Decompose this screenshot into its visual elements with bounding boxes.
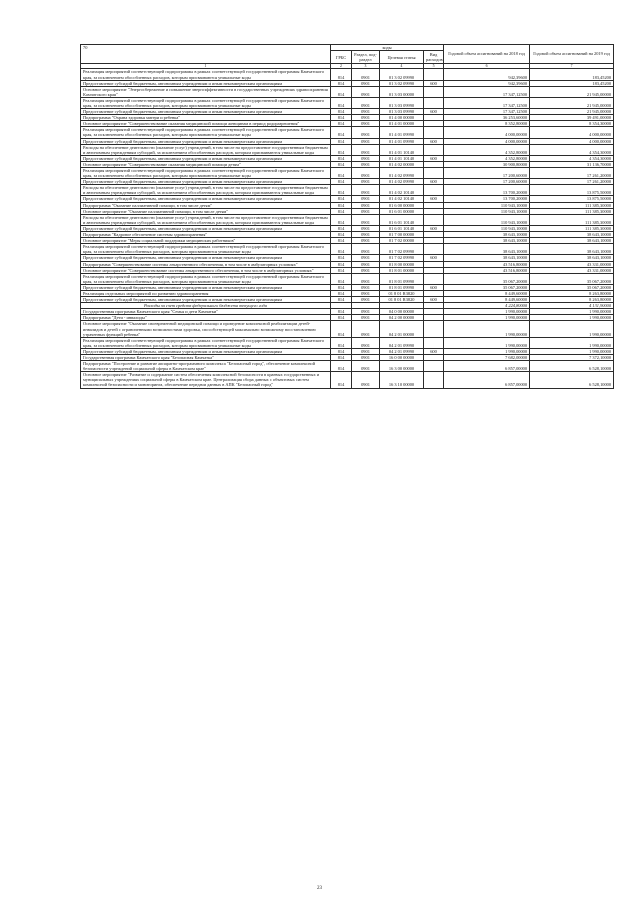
row-name-cell: Основное мероприятие "Оказание паллиативной помощи, в том числе детям" bbox=[81, 208, 331, 214]
row-grbs-cell: 814 bbox=[331, 255, 352, 261]
row-grbs-cell: 814 bbox=[331, 361, 352, 372]
row-name-cell: Основное мероприятие "Развитие и содержание систем обеспечения комплексной безопасности в краевых государственных и муниципальных учреждениях социальной сферы в Камчатском крае. Централизация сбора данных с объектовых систем комплексной безопасности и мониторинга, обеспечение передачи данных в АПК "Безопасный город" bbox=[81, 372, 331, 388]
row-grbs-cell: 814 bbox=[331, 348, 352, 354]
row-target-article-cell: 01 4 01 00000 bbox=[380, 121, 424, 127]
row-target-article-cell: 04 0 00 00000 bbox=[380, 309, 424, 315]
row-expense-type-cell bbox=[424, 321, 444, 337]
row-grbs-cell: 814 bbox=[331, 138, 352, 144]
column-header-number: 70 bbox=[81, 45, 331, 64]
row-name-cell: Предоставление субсидий бюджетным, автономным учреждениям и иным некоммерческим организациям bbox=[81, 255, 331, 261]
row-amount-2018-cell: 35 067,20000 bbox=[444, 284, 530, 290]
row-expense-type-cell bbox=[424, 361, 444, 372]
column-header-target-article: Целевая статья bbox=[380, 51, 424, 64]
row-amount-2018-cell: 1 990,00000 bbox=[444, 309, 530, 315]
row-amount-2019-cell: 21 945,00000 bbox=[530, 97, 614, 108]
row-amount-2018-cell: 1 990,00000 bbox=[444, 315, 530, 321]
row-amount-2018-cell: 35 067,20000 bbox=[444, 273, 530, 284]
row-expense-type-cell bbox=[424, 144, 444, 155]
row-razdel-cell: 0901 bbox=[352, 238, 380, 244]
row-name-cell: Предоставление субсидий бюджетным, автономным учреждениям и иным некоммерческим организациям bbox=[81, 196, 331, 202]
row-amount-2018-cell: 13 700,20000 bbox=[444, 196, 530, 202]
row-amount-2019-cell: 1 990,00000 bbox=[530, 348, 614, 354]
row-amount-2019-cell: 1 990,00000 bbox=[530, 337, 614, 348]
row-amount-2019-cell: 13 875,50000 bbox=[530, 196, 614, 202]
row-target-article-cell: 01 8 01 R3820 bbox=[380, 297, 424, 303]
row-name-cell: Подпрограмма "Дети - инвалиды" bbox=[81, 315, 331, 321]
row-razdel-cell: 0901 bbox=[352, 86, 380, 97]
row-grbs-cell: 814 bbox=[331, 232, 352, 238]
row-name-cell: Предоставление субсидий бюджетным, автономным учреждениям и иным некоммерческим организациям bbox=[81, 155, 331, 161]
row-razdel-cell: 0901 bbox=[352, 355, 380, 361]
row-amount-2019-cell: 21 945,00000 bbox=[530, 109, 614, 115]
row-name-cell: Основное мероприятие "Меры социальной поддержки медицинских работников" bbox=[81, 238, 331, 244]
row-amount-2019-cell: 17 261,20000 bbox=[530, 179, 614, 185]
row-expense-type-cell: 600 bbox=[424, 348, 444, 354]
row-amount-2018-cell: 4 352,80000 bbox=[444, 155, 530, 161]
row-amount-2019-cell: 8 263,80000 bbox=[530, 297, 614, 303]
row-name-cell: Подпрограмма "Построение и развитие аппаратно-программного комплекса "Безопасный город", обеспечение комплексной безопасности учреждений социальной сферы в Камчатском крае" bbox=[81, 361, 331, 372]
row-grbs-cell: 814 bbox=[331, 185, 352, 196]
row-target-article-cell: 01 3 03 09990 bbox=[380, 109, 424, 115]
row-amount-2019-cell: 43 331,00000 bbox=[530, 261, 614, 267]
row-grbs-cell: 814 bbox=[331, 69, 352, 80]
row-target-article-cell: 01 7 02 00000 bbox=[380, 238, 424, 244]
row-razdel-cell: 0901 bbox=[352, 179, 380, 185]
row-target-article-cell: 04 2 01 00000 bbox=[380, 321, 424, 337]
row-name-cell: Расходы на обеспечение деятельности (оказание услуг) учреждений, в том числе на предоставление государственным бюджетным и автономным учреждениям субсидий, за исключением обособленных расходов, которым присваиваются уникальные коды bbox=[81, 144, 331, 155]
row-name-cell: Государственная программа Камчатского края "Безопасная Камчатка" bbox=[81, 355, 331, 361]
row-razdel-cell: 0901 bbox=[352, 196, 380, 202]
row-amount-2018-cell: 13 700,20000 bbox=[444, 185, 530, 196]
row-razdel-cell: 0901 bbox=[352, 144, 380, 155]
row-name-cell: Основное мероприятие "Совершенствование системы лекарственного обеспечения, в том числе в амбулаторных условиях" bbox=[81, 267, 331, 273]
table-row bbox=[81, 214, 614, 225]
row-grbs-cell: 814 bbox=[331, 297, 352, 303]
row-amount-2019-cell: 4 000,00000 bbox=[530, 138, 614, 144]
row-grbs-cell: 814 bbox=[331, 155, 352, 161]
row-razdel-cell: 0901 bbox=[352, 225, 380, 231]
row-grbs-cell: 814 bbox=[331, 208, 352, 214]
row-amount-2019-cell: 1 990,00000 bbox=[530, 309, 614, 315]
row-grbs-cell: 814 bbox=[331, 121, 352, 127]
row-amount-2019-cell: 6 528,10000 bbox=[530, 372, 614, 388]
row-expense-type-cell: 600 bbox=[424, 109, 444, 115]
row-grbs-cell: 814 bbox=[331, 290, 352, 296]
row-target-article-cell: 04 2 01 09990 bbox=[380, 337, 424, 348]
row-grbs-cell: 814 bbox=[331, 80, 352, 86]
row-target-article-cell: 01 6 01 10140 bbox=[380, 214, 424, 225]
table-row bbox=[81, 168, 614, 179]
row-amount-2018-cell: 36 253,60000 bbox=[444, 115, 530, 121]
row-amount-2018-cell: 30 900,80000 bbox=[444, 161, 530, 167]
codes-group-header: коды bbox=[331, 45, 444, 51]
row-expense-type-cell: 600 bbox=[424, 297, 444, 303]
row-grbs-cell: 814 bbox=[331, 267, 352, 273]
table-row bbox=[81, 144, 614, 155]
row-target-article-cell: 01 6 00 00000 bbox=[380, 202, 424, 208]
row-expense-type-cell bbox=[424, 214, 444, 225]
row-razdel-cell: 0901 bbox=[352, 267, 380, 273]
row-amount-2019-cell: 38 643,10000 bbox=[530, 255, 614, 261]
row-amount-2018-cell: 110 943,10000 bbox=[444, 202, 530, 208]
row-name-cell: Основное мероприятие "Совершенствование оказания медицинской помощи детям" bbox=[81, 161, 331, 167]
column-index: 6 bbox=[444, 64, 530, 69]
row-expense-type-cell bbox=[424, 69, 444, 80]
row-razdel-cell: 0901 bbox=[352, 290, 380, 296]
row-grbs-cell: 814 bbox=[331, 284, 352, 290]
row-expense-type-cell bbox=[424, 244, 444, 255]
row-razdel-cell: 0901 bbox=[352, 69, 380, 80]
table-row bbox=[81, 185, 614, 196]
row-name-cell: Предоставление субсидий бюджетным, автономным учреждениям и иным некоммерческим организациям bbox=[81, 138, 331, 144]
row-amount-2018-cell: 17 347,12500 bbox=[444, 86, 530, 97]
row-amount-2018-cell: 17 347,12500 bbox=[444, 97, 530, 108]
row-expense-type-cell bbox=[424, 337, 444, 348]
row-target-article-cell: 01 4 01 10140 bbox=[380, 155, 424, 161]
column-header-razdel: Раздел, под-раздел bbox=[352, 51, 380, 64]
row-amount-2019-cell: 39 491,00000 bbox=[530, 115, 614, 121]
row-amount-2018-cell: 38 643,10000 bbox=[444, 232, 530, 238]
budget-table bbox=[80, 44, 614, 389]
row-target-article-cell: 01 4 01 09990 bbox=[380, 127, 424, 138]
row-razdel-cell: 0901 bbox=[352, 161, 380, 167]
row-grbs-cell: 814 bbox=[331, 109, 352, 115]
row-amount-2019-cell: 111 385,30000 bbox=[530, 225, 614, 231]
row-amount-2018-cell: 1 990,00000 bbox=[444, 337, 530, 348]
row-amount-2019-cell: 43 331,00000 bbox=[530, 267, 614, 273]
row-name-cell: Реализация мероприятий соответствующей подпрограммы в рамках соответствующей государственной программы Камчатского края, за исключением обособленных расходов, которым присваиваются уникальные коды bbox=[81, 97, 331, 108]
row-razdel-cell: 0901 bbox=[352, 232, 380, 238]
row-target-article-cell: 16 3 10 00000 bbox=[380, 372, 424, 388]
row-razdel-cell: 0901 bbox=[352, 273, 380, 284]
row-target-article-cell: 01 3 02 09990 bbox=[380, 80, 424, 86]
row-target-article-cell: 04 2 01 09990 bbox=[380, 348, 424, 354]
row-target-article-cell: 01 6 01 10140 bbox=[380, 225, 424, 231]
row-grbs-cell: 814 bbox=[331, 97, 352, 108]
row-amount-2018-cell: 8 449,60000 bbox=[444, 297, 530, 303]
row-razdel-cell: 0901 bbox=[352, 372, 380, 388]
row-expense-type-cell bbox=[424, 185, 444, 196]
row-amount-2019-cell: 4 354,30000 bbox=[530, 155, 614, 161]
row-amount-2018-cell: 38 643,10000 bbox=[444, 238, 530, 244]
row-amount-2018-cell: 43 516,80000 bbox=[444, 267, 530, 273]
table-body bbox=[81, 69, 614, 388]
row-razdel-cell: 0901 bbox=[352, 348, 380, 354]
row-razdel-cell: 0901 bbox=[352, 127, 380, 138]
row-amount-2019-cell: 31 136,70000 bbox=[530, 161, 614, 167]
row-amount-2018-cell: 942,39600 bbox=[444, 80, 530, 86]
row-razdel-cell: 0901 bbox=[352, 208, 380, 214]
row-amount-2019-cell: 38 643,10000 bbox=[530, 244, 614, 255]
row-amount-2019-cell: 1 990,00000 bbox=[530, 321, 614, 337]
row-amount-2018-cell: 17 347,12500 bbox=[444, 109, 530, 115]
row-amount-2018-cell: 43 516,80000 bbox=[444, 261, 530, 267]
column-index: 3 bbox=[352, 64, 380, 69]
row-amount-2019-cell: 111 385,30000 bbox=[530, 202, 614, 208]
row-razdel-cell: 0901 bbox=[352, 255, 380, 261]
column-header-expense-type: Вид расходов bbox=[424, 51, 444, 64]
row-name-cell: Предоставление субсидий бюджетным, автономным учреждениям и иным некоммерческим организациям bbox=[81, 225, 331, 231]
row-razdel-cell: 0901 bbox=[352, 244, 380, 255]
row-name-cell: Подпрограмма "Кадровое обеспечение системы здравоохранения" bbox=[81, 232, 331, 238]
row-name-cell: Расходы на обеспечение деятельности (оказание услуг) учреждений, в том числе на предоставление государственным бюджетным и автономным учреждениям субсидий, за исключением обособленных расходов, которым присваиваются уникальные коды bbox=[81, 214, 331, 225]
row-grbs-cell: 814 bbox=[331, 202, 352, 208]
row-amount-2019-cell: 4 131,90000 bbox=[530, 303, 614, 309]
row-amount-2018-cell: 7 682,00000 bbox=[444, 355, 530, 361]
table-row bbox=[81, 69, 614, 80]
row-name-cell: Предоставление субсидий бюджетным, автономным учреждениям и иным некоммерческим организациям bbox=[81, 297, 331, 303]
row-target-article-cell: 01 8 01 09990 bbox=[380, 284, 424, 290]
row-razdel-cell: 0901 bbox=[352, 109, 380, 115]
row-name-cell: Реализация мероприятий соответствующей подпрограммы в рамках соответствующей государственной программы Камчатского края, за исключением обособленных расходов, которым присваиваются уникальные коды bbox=[81, 127, 331, 138]
row-amount-2019-cell: 4 354,30000 bbox=[530, 144, 614, 155]
row-name-cell: Подпрограмма "Оказание паллиативной помощи, в том числе детям" bbox=[81, 202, 331, 208]
row-name-cell: Реализация мероприятий соответствующей подпрограммы в рамках соответствующей государственной программы Камчатского края, за исключением обособленных расходов, которым присваиваются уникальные коды bbox=[81, 244, 331, 255]
column-index: 2 bbox=[331, 64, 352, 69]
row-razdel-cell: 0901 bbox=[352, 115, 380, 121]
table-row bbox=[81, 337, 614, 348]
row-grbs-cell: 814 bbox=[331, 115, 352, 121]
row-target-article-cell: 01 4 00 00000 bbox=[380, 115, 424, 121]
row-expense-type-cell bbox=[424, 86, 444, 97]
row-razdel-cell: 0901 bbox=[352, 321, 380, 337]
row-razdel-cell: 0901 bbox=[352, 121, 380, 127]
row-amount-2018-cell: 8 449,60000 bbox=[444, 290, 530, 296]
row-amount-2019-cell: 6 528,10000 bbox=[530, 361, 614, 372]
table-row bbox=[81, 244, 614, 255]
row-name-cell: Государственная программа Камчатского края "Семья и дети Камчатки" bbox=[81, 309, 331, 315]
table-row bbox=[81, 86, 614, 97]
row-expense-type-cell bbox=[424, 372, 444, 388]
row-target-article-cell: 01 8 01 00000 bbox=[380, 267, 424, 273]
row-expense-type-cell bbox=[424, 168, 444, 179]
row-amount-2019-cell: 38 643,10000 bbox=[530, 232, 614, 238]
row-amount-2018-cell: 110 943,10000 bbox=[444, 225, 530, 231]
table-row bbox=[81, 273, 614, 284]
row-grbs-cell: 814 bbox=[331, 355, 352, 361]
row-name-cell: Реализация мероприятий соответствующей подпрограммы в рамках соответствующей государственной программы Камчатского края, за исключением обособленных расходов, которым присваиваются уникальные коды bbox=[81, 273, 331, 284]
row-amount-2019-cell: 8 354,30000 bbox=[530, 121, 614, 127]
row-grbs-cell: 814 bbox=[331, 196, 352, 202]
row-grbs-cell: 814 bbox=[331, 244, 352, 255]
row-razdel-cell: 0901 bbox=[352, 315, 380, 321]
row-expense-type-cell bbox=[424, 97, 444, 108]
row-name-cell: Предоставление субсидий бюджетным, автономным учреждениям и иным некоммерческим организациям bbox=[81, 348, 331, 354]
row-target-article-cell: 01 4 01 09990 bbox=[380, 138, 424, 144]
row-amount-2018-cell: 17 200,60000 bbox=[444, 168, 530, 179]
row-amount-2018-cell: 942,39600 bbox=[444, 69, 530, 80]
row-razdel-cell: 0901 bbox=[352, 214, 380, 225]
page-number: 23 bbox=[317, 886, 322, 891]
row-amount-2019-cell: 1 990,00000 bbox=[530, 315, 614, 321]
row-amount-2019-cell: 7 372,10000 bbox=[530, 355, 614, 361]
column-index: 1 bbox=[81, 64, 331, 69]
row-name-cell: Реализация мероприятий соответствующей подпрограммы в рамках соответствующей государственной программы Камчатского края, за исключением обособленных расходов, которым присваиваются уникальные коды bbox=[81, 337, 331, 348]
row-amount-2018-cell: 4 000,00000 bbox=[444, 127, 530, 138]
row-razdel-cell: 0901 bbox=[352, 261, 380, 267]
row-grbs-cell: 814 bbox=[331, 273, 352, 284]
row-grbs-cell: 814 bbox=[331, 321, 352, 337]
row-target-article-cell: 01 4 02 09990 bbox=[380, 168, 424, 179]
row-razdel-cell: 0901 bbox=[352, 309, 380, 315]
row-grbs-cell: 814 bbox=[331, 127, 352, 138]
row-amount-2018-cell: 4 352,80000 bbox=[444, 144, 530, 155]
row-razdel-cell: 0901 bbox=[352, 97, 380, 108]
row-grbs-cell: 814 bbox=[331, 261, 352, 267]
row-name-cell: Предоставление субсидий бюджетным, автономным учреждениям и иным некоммерческим организациям bbox=[81, 80, 331, 86]
row-name-cell: Подпрограмма "Совершенствование системы лекарственного обеспечения, в том числе в амбулаторных условиях" bbox=[81, 261, 331, 267]
table-row bbox=[81, 361, 614, 372]
row-amount-2018-cell: 110 943,10000 bbox=[444, 208, 530, 214]
table-row bbox=[81, 321, 614, 337]
row-razdel-cell: 0901 bbox=[352, 337, 380, 348]
row-name-cell: Основное мероприятие "Совершенствование оказания медицинской помощи женщинам в период родоразрешения" bbox=[81, 121, 331, 127]
row-grbs-cell: 814 bbox=[331, 315, 352, 321]
row-grbs-cell: 814 bbox=[331, 144, 352, 155]
row-target-article-cell: 01 7 02 09990 bbox=[380, 244, 424, 255]
row-amount-2019-cell: 35 067,20000 bbox=[530, 273, 614, 284]
row-amount-2018-cell: 38 643,10000 bbox=[444, 255, 530, 261]
row-amount-2019-cell: 13 875,50000 bbox=[530, 185, 614, 196]
row-razdel-cell: 0901 bbox=[352, 297, 380, 303]
row-expense-type-cell: 600 bbox=[424, 80, 444, 86]
row-target-article-cell: 04 2 00 00000 bbox=[380, 315, 424, 321]
row-grbs-cell: 814 bbox=[331, 309, 352, 315]
row-name-cell: Реализация мероприятий соответствующей подпрограммы в рамках соответствующей государственной программы Камчатского края, за исключением обособленных расходов, которым присваиваются уникальные коды bbox=[81, 69, 331, 80]
row-target-article-cell: 01 4 02 10140 bbox=[380, 196, 424, 202]
row-razdel-cell: 0901 bbox=[352, 185, 380, 196]
row-grbs-cell: 814 bbox=[331, 372, 352, 388]
table-row bbox=[81, 372, 614, 388]
row-target-article-cell: 01 6 01 00000 bbox=[380, 208, 424, 214]
row-grbs-cell: 814 bbox=[331, 179, 352, 185]
row-name-cell: Подпрограмма "Охрана здоровья матери и ребенка" bbox=[81, 115, 331, 121]
row-target-article-cell: 01 8 01 09990 bbox=[380, 273, 424, 284]
row-amount-2018-cell: 38 643,10000 bbox=[444, 244, 530, 255]
row-razdel-cell: 0901 bbox=[352, 168, 380, 179]
row-expense-type-cell: 600 bbox=[424, 284, 444, 290]
row-amount-2019-cell: 111 385,30000 bbox=[530, 214, 614, 225]
row-razdel-cell: 0901 bbox=[352, 155, 380, 161]
row-expense-type-cell: 600 bbox=[424, 255, 444, 261]
column-header-year-2018: Годовой объем ассигнований на 2018 год bbox=[444, 45, 530, 64]
row-target-article-cell: 01 8 01 R3820 bbox=[380, 290, 424, 296]
row-grbs-cell: 814 bbox=[331, 86, 352, 97]
row-expense-type-cell: 600 bbox=[424, 138, 444, 144]
row-expense-type-cell: 600 bbox=[424, 179, 444, 185]
row-amount-2018-cell: 4 224,80000 bbox=[444, 303, 530, 309]
row-name-cell: Предоставление субсидий бюджетным, автономным учреждениям и иным некоммерческим организациям bbox=[81, 179, 331, 185]
row-amount-2018-cell: 8 352,80000 bbox=[444, 121, 530, 127]
row-expense-type-cell bbox=[424, 273, 444, 284]
row-amount-2019-cell: 21 945,00000 bbox=[530, 86, 614, 97]
row-target-article-cell: 01 7 02 09990 bbox=[380, 255, 424, 261]
row-grbs-cell: 814 bbox=[331, 337, 352, 348]
row-grbs-cell: 814 bbox=[331, 238, 352, 244]
row-grbs-cell: 814 bbox=[331, 214, 352, 225]
row-name-cell: Предоставление субсидий бюджетным, автономным учреждениям и иным некоммерческим организациям bbox=[81, 284, 331, 290]
row-amount-2018-cell: 1 990,00000 bbox=[444, 321, 530, 337]
row-expense-type-cell: 600 bbox=[424, 196, 444, 202]
row-amount-2019-cell: 111 385,30000 bbox=[530, 208, 614, 214]
column-header-grbs: ГРБС bbox=[331, 51, 352, 64]
row-razdel-cell: 0901 bbox=[352, 138, 380, 144]
row-amount-2019-cell: 4 000,00000 bbox=[530, 127, 614, 138]
row-amount-2019-cell: 183,45200 bbox=[530, 80, 614, 86]
row-name-cell: Основное мероприятие "Энергосбережение и повышение энергоэффективности в государственных учреждениях здравоохранения Камчатского края" bbox=[81, 86, 331, 97]
row-expense-type-cell: 600 bbox=[424, 155, 444, 161]
row-target-article-cell: 01 4 02 00000 bbox=[380, 161, 424, 167]
row-grbs-cell: 814 bbox=[331, 168, 352, 179]
row-name-cell: Реализация мероприятий соответствующей подпрограммы в рамках соответствующей государственной программы Камчатского края, за исключением обособленных расходов, которым присваиваются уникальные коды bbox=[81, 168, 331, 179]
row-razdel-cell: 0901 bbox=[352, 361, 380, 372]
row-amount-2019-cell: 17 261,20000 bbox=[530, 168, 614, 179]
row-name-cell: Расходы за счет средств федерального бюджета текущего года bbox=[81, 303, 331, 309]
row-amount-2018-cell: 6 857,00000 bbox=[444, 361, 530, 372]
row-expense-type-cell bbox=[424, 127, 444, 138]
row-amount-2018-cell: 1 990,00000 bbox=[444, 348, 530, 354]
row-razdel-cell: 0901 bbox=[352, 80, 380, 86]
row-target-article-cell: 01 3 03 09990 bbox=[380, 97, 424, 108]
row-target-article-cell: 16 3 00 00000 bbox=[380, 361, 424, 372]
table-row bbox=[81, 127, 614, 138]
row-target-article-cell: 01 8 00 00000 bbox=[380, 261, 424, 267]
row-name-cell: Предоставление субсидий бюджетным, автономным учреждениям и иным некоммерческим организациям bbox=[81, 109, 331, 115]
column-header-year-2019: Годовой объем ассигнований на 2019 год bbox=[530, 45, 614, 64]
row-amount-2018-cell: 110 943,10000 bbox=[444, 214, 530, 225]
row-razdel-cell: 0901 bbox=[352, 284, 380, 290]
row-amount-2019-cell: 8 263,80000 bbox=[530, 290, 614, 296]
row-target-article-cell: 01 4 01 10140 bbox=[380, 144, 424, 155]
column-index: 7 bbox=[530, 64, 614, 69]
row-name-cell: Основное мероприятие "Оказание своевременной медицинской помощи и проведение комплексной реабилитации детей-инвалидов и детей с ограниченными возможностями здоровья, способствующей максимально возможному восстановлению утраченных функций ребенка" bbox=[81, 321, 331, 337]
row-name-cell: Расходы на обеспечение деятельности (оказание услуг) учреждений, в том числе на предоставление государственным бюджетным и автономным учреждениям субсидий, за исключением обособленных расходов, которым присваиваются уникальные коды bbox=[81, 185, 331, 196]
table-row bbox=[81, 97, 614, 108]
row-amount-2019-cell: 38 643,10000 bbox=[530, 238, 614, 244]
row-amount-2019-cell: 35 067,20000 bbox=[530, 284, 614, 290]
column-index: 4 bbox=[380, 64, 424, 69]
row-target-article-cell: 01 3 03 00000 bbox=[380, 86, 424, 97]
row-name-cell: Реализация отдельных мероприятий по развитию здравоохранения bbox=[81, 290, 331, 296]
row-target-article-cell: 01 4 02 09990 bbox=[380, 179, 424, 185]
row-amount-2019-cell: 183,45200 bbox=[530, 69, 614, 80]
row-target-article-cell: 16 0 00 00000 bbox=[380, 355, 424, 361]
row-expense-type-cell: 600 bbox=[424, 225, 444, 231]
column-index: 5 bbox=[424, 64, 444, 69]
row-amount-2018-cell: 4 000,00000 bbox=[444, 138, 530, 144]
row-grbs-cell: 814 bbox=[331, 161, 352, 167]
row-target-article-cell: 01 7 00 00000 bbox=[380, 232, 424, 238]
row-target-article-cell: 01 4 02 10140 bbox=[380, 185, 424, 196]
row-amount-2018-cell: 6 857,00000 bbox=[444, 372, 530, 388]
row-amount-2018-cell: 17 200,60000 bbox=[444, 179, 530, 185]
row-razdel-cell: 0901 bbox=[352, 202, 380, 208]
row-target-article-cell: 01 3 02 09990 bbox=[380, 69, 424, 80]
row-grbs-cell: 814 bbox=[331, 225, 352, 231]
